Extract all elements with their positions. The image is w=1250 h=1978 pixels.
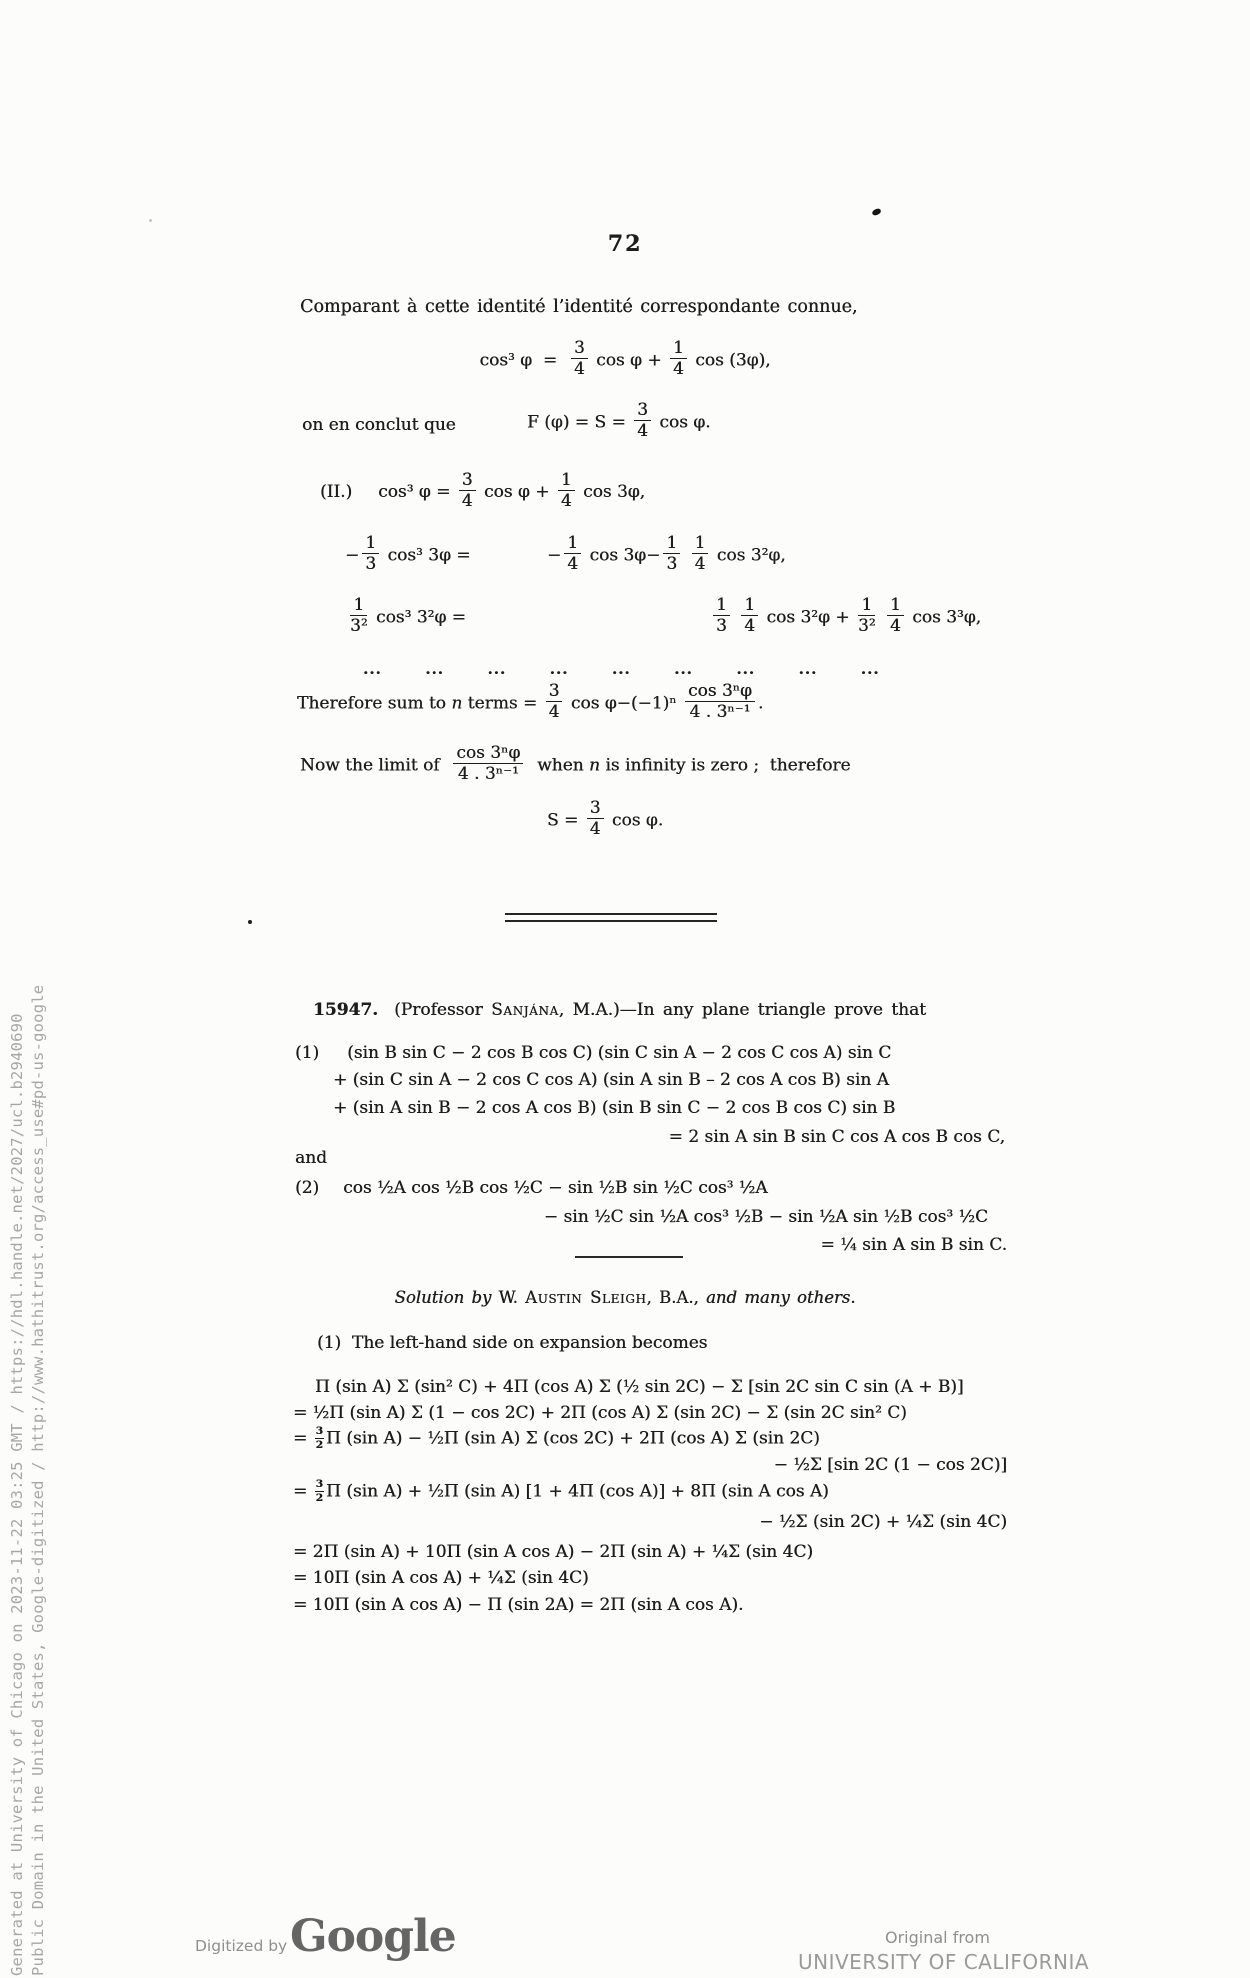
institution-label: UNIVERSITY OF CALIFORNIA [798,1950,1090,1974]
digitized-by-label: Digitized by [195,1937,288,1955]
provenance-line-2: Public Domain in the United States, Google-digitized / http://www.hathitrust.org/access_use#pd-us-google [29,984,47,1976]
solution-byline: Solution by W. Austin Sleigh, B.A., and many others. [394,1288,856,1307]
case-label: (II.) [320,482,353,503]
case-equation-2-right: − $\frac{1}{4}$ cos 3φ− $\frac{1}{3}$ $\frac{1}{4}$ cos 3²φ, [547,533,786,575]
problem-number: 15947. [313,1000,379,1020]
section-divider [505,913,717,922]
problem-divider [575,1256,683,1258]
solution-line-7: = 2Π (sin A) + 10Π (sin A cos A) − 2Π (sin A) + ¼Σ (sin 4C) [293,1542,813,1562]
sum-to-n-line: Therefore sum to n terms = $\frac{3}{4}$ cos φ−(−1)ⁿ $\frac{\text{cos 3ⁿφ}}{\text{4 . 3ⁿ⁻¹}}$ . [297,681,764,723]
solution-line-5: = $\frac{3}{2}$ Π (sin A) + ½Π (sin A) [1 + 4Π (cos A)] + 8Π (sin A cos A) [293,1478,829,1504]
problem-eq1-line-2: + (sin C sin A − 2 cos C cos A) (sin A sin B – 2 cos A cos B) sin A [333,1070,889,1090]
and-connector: and [295,1148,327,1168]
problem-eq1-line-3: + (sin A sin B − 2 cos A cos B) (sin B sin C − 2 cos B cos C) sin B [333,1098,896,1118]
result-equation: S = $\frac{3}{4}$ cos φ. [547,798,664,840]
provenance-line-1: Generated at University of Chicago on 2023-11-22 03:25 GMT / https://hdl.handle.net/2027/ucl.b2940690 [8,1013,26,1976]
problem-heading [313,999,926,1021]
problem-eq1-row-1 [295,1042,891,1064]
problem-eq2-row-1 [295,1177,768,1199]
case-equation-1: cos³ φ = $\frac{3}{4}$ cos φ + $\frac{1}{4}$ cos 3φ, [378,470,646,512]
problem-eq2-line-3: = ¼ sin A sin B sin C. [820,1235,1007,1255]
page-number: 72 [607,231,643,257]
conclude-equation: F (φ) = S = $\frac{3}{4}$ cos φ. [527,400,711,442]
case-row-1 [320,470,646,513]
solution-step-intro: (1) The left-hand side on expansion becomes [317,1333,708,1353]
identity-equation: cos³ φ = $\frac{3}{4}$ cos φ + $\frac{1}{4}$ cos (3φ), [479,338,771,380]
intro-paragraph: Comparant à cette identité l’identité correspondante connue, [300,297,858,317]
problem-eq1-line-4: = 2 sin A sin B sin C cos A cos B cos C, [668,1127,1005,1147]
problem-eq2-line-1: cos ½A cos ½B cos ½C − sin ½B sin ½C cos³ ½A [343,1178,768,1198]
solution-line-2: = ½Π (sin A) Σ (1 − cos 2C) + 2Π (cos A) Σ (sin 2C) − Σ (sin 2C sin² C) [293,1403,907,1423]
problem-eq2-line-2: − sin ½C sin ½A cos³ ½B − sin ½A sin ½B cos³ ½C [543,1207,988,1227]
solution-line-4: − ½Σ [sin 2C (1 − cos 2C)] [773,1455,1007,1475]
ellipsis-row: ... ... ... ... ... ... ... ... ... [363,660,880,678]
original-from-label: Original from [885,1928,990,1947]
solution-line-9: = 10Π (sin A cos A) − Π (sin 2A) = 2Π (sin A cos A). [293,1595,744,1615]
case-equation-3-left: $\frac{1}{\text{3²}}$ cos³ 3²φ = [350,595,466,637]
google-logo: Google [290,1911,456,1962]
limit-line: Now the limit of $\frac{\text{cos 3ⁿφ}}{\text{4 . 3ⁿ⁻¹}}$ when n is infinity is zero ; therefore [300,743,851,785]
solution-line-1: Π (sin A) Σ (sin² C) + 4Π (cos A) Σ (½ sin 2C) − Σ [sin 2C sin C sin (A + B)] [315,1377,964,1397]
problem-eq2-label: (2) [295,1178,320,1198]
solution-line-8: = 10Π (sin A cos A) + ¼Σ (sin 4C) [293,1568,589,1588]
ink-dot [248,920,252,924]
problem-eq1-label: (1) [295,1043,320,1063]
ink-mark [871,208,881,216]
solution-line-6: − ½Σ (sin 2C) + ¼Σ (sin 4C) [759,1512,1007,1532]
problem-eq1-line-1: (sin B sin C − 2 cos B cos C) (sin C sin A − 2 cos C cos A) sin C [347,1043,892,1063]
conclude-label: on en conclut que [302,415,456,435]
solution-line-3: = $\frac{3}{2}$ Π (sin A) − ½Π (sin A) Σ (cos 2C) + 2Π (cos A) Σ (sin 2C) [293,1425,820,1451]
case-equation-2-left: − $\frac{1}{3}$ cos³ 3φ = [345,533,471,575]
case-equation-3-right: $\frac{1}{3}$ $\frac{1}{4}$ cos 3²φ + $\frac{1}{\text{3²}}$ $\frac{1}{4}$ cos 3³φ, [710,598,981,638]
ink-speck [149,219,152,222]
problem-heading-text: (Professor Sanjána, M.A.)—In any plane triangle prove that [394,1000,926,1020]
